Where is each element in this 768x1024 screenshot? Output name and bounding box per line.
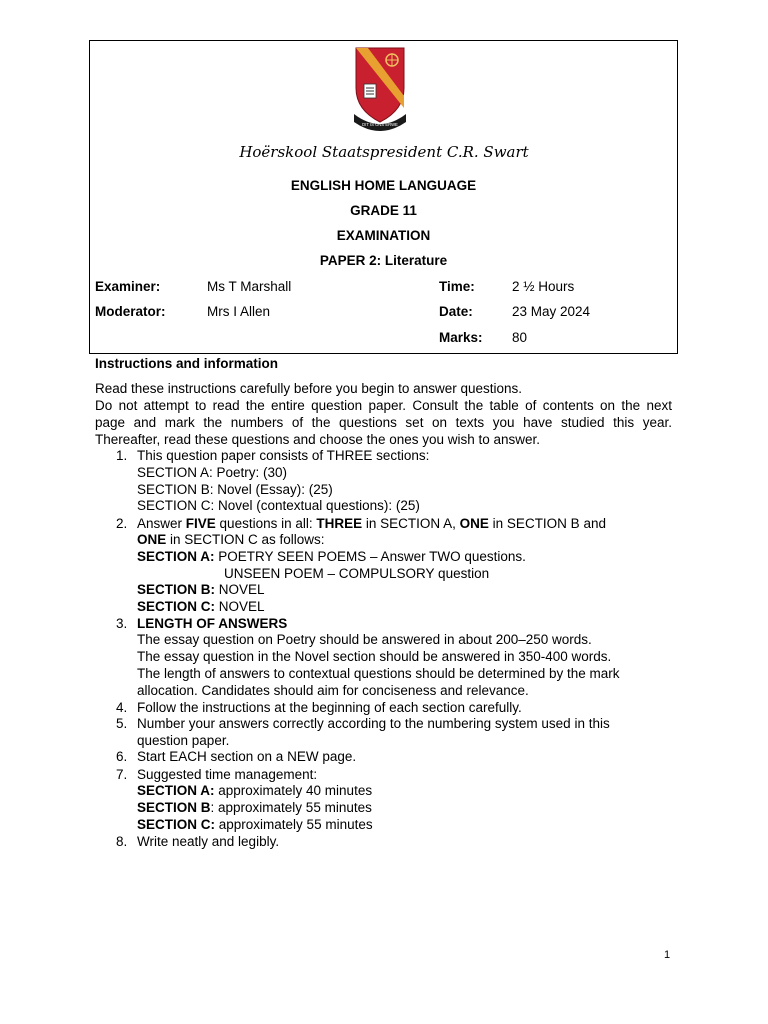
grade-title: GRADE 11: [350, 203, 417, 218]
item-number: 8.: [116, 834, 128, 849]
item-5-line-1: Number your answers correctly according to the numbering system used in this: [137, 716, 610, 731]
item-1-sub-a: SECTION A: Poetry: (30): [137, 465, 288, 480]
item-number: 6.: [116, 749, 128, 764]
item-number: 4.: [116, 700, 128, 715]
item-2-line-2: ONE in SECTION C as follows:: [137, 532, 325, 547]
moderator-label: Moderator:: [95, 304, 166, 319]
item-number: 2.: [116, 516, 128, 531]
item-number: 5.: [116, 716, 128, 731]
examiner-label: Examiner:: [95, 279, 161, 294]
marks-label: Marks:: [439, 330, 483, 345]
time-label: Time:: [439, 279, 475, 294]
item-4-text: Follow the instructions at the beginning of each section carefully.: [137, 700, 522, 715]
item-7-section-b: SECTION B: approximately 55 minutes: [137, 800, 372, 815]
item-8-text: Write neatly and legibly.: [137, 834, 280, 849]
crest-motto: DIT IS ONS ERWE: [362, 122, 398, 127]
item-2-line-1: Answer FIVE questions in all: THREE in SECTION A, ONE in SECTION B and: [137, 516, 606, 531]
item-3-heading: LENGTH OF ANSWERS: [137, 616, 288, 631]
school-crest-logo: [350, 44, 410, 132]
intro-line-1: Read these instructions carefully before you begin to answer questions.: [95, 381, 522, 396]
examiner-value: Ms T Marshall: [207, 279, 292, 294]
item-5-line-2: question paper.: [137, 733, 230, 748]
item-7-section-a: SECTION A: approximately 40 minutes: [137, 783, 373, 798]
time-value: 2 ½ Hours: [512, 279, 575, 294]
date-value: 23 May 2024: [512, 304, 591, 319]
marks-value: 80: [512, 330, 528, 345]
intro-line-4: Thereafter, read these questions and choose the ones you wish to answer.: [95, 432, 541, 447]
item-1-sub-b: SECTION B: Novel (Essay): (25): [137, 482, 333, 497]
item-2-section-a: SECTION A: POETRY SEEN POEMS – Answer TWO questions.: [137, 549, 526, 564]
subject-title: ENGLISH HOME LANGUAGE: [290, 178, 477, 193]
date-label: Date:: [439, 304, 473, 319]
school-name: Hoërskool Staatspresident C.R. Swart: [239, 143, 529, 161]
item-3-line-2: The essay question in the Novel section should be answered in 350-400 words.: [137, 649, 612, 664]
item-number: 1.: [116, 448, 128, 463]
exam-title: EXAMINATION: [336, 228, 431, 243]
item-3-line-1: The essay question on Poetry should be answered in about 200–250 words.: [137, 632, 592, 647]
item-number: 3.: [116, 616, 128, 631]
instructions-heading: Instructions and information: [95, 356, 279, 371]
item-7-section-c: SECTION C: approximately 55 minutes: [137, 817, 373, 832]
item-3-line-4: allocation. Candidates should aim for conciseness and relevance.: [137, 683, 529, 698]
item-2-section-b: SECTION B: NOVEL: [137, 582, 265, 597]
item-1-sub-c: SECTION C: Novel (contextual questions): (25): [137, 498, 420, 513]
moderator-value: Mrs I Allen: [207, 304, 271, 319]
item-7-text: Suggested time management:: [137, 767, 318, 782]
item-3-line-3: The length of answers to contextual questions should be determined by the mark: [137, 666, 620, 681]
page-number: 1: [664, 949, 671, 961]
intro-line-2: Do not attempt to read the entire question paper. Consult the table of contents on the next: [95, 398, 672, 413]
item-number: 7.: [116, 767, 128, 782]
item-2-section-a-unseen: UNSEEN POEM – COMPULSORY question: [224, 566, 490, 581]
item-6-text: Start EACH section on a NEW page.: [137, 749, 357, 764]
item-2-section-c: SECTION C: NOVEL: [137, 599, 265, 614]
paper-title: PAPER 2: Literature: [319, 253, 448, 268]
item-1-text: This question paper consists of THREE sections:: [137, 448, 430, 463]
intro-line-3: page and mark the numbers of the questions set on texts you have studied this year.: [95, 415, 672, 430]
